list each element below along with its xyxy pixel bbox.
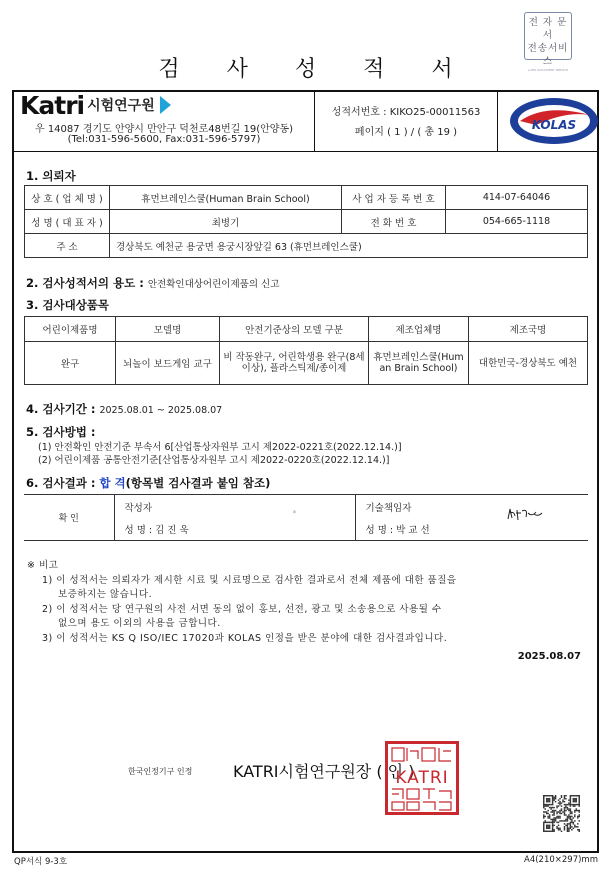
manufacturer: 휴먼브레인스쿨(Human Brain School) (369, 342, 469, 385)
official-seal (385, 741, 459, 815)
test-method-item: (2) 어린이제품 공통안전기준[산업통상자원부 고시 제2022-0220호(2022.12.14.)] (38, 455, 390, 466)
author-name: 성 명 : 김 진 욱 (124, 524, 189, 536)
remark-item: 3) 이 성적서는 KS Q ISO/IEC 17020과 KOLAS 인정을 받은 분야에 대한 검사결과입니다. (42, 633, 448, 644)
certificate-number: 성적서번호 : KIKO25-00011563 (331, 107, 481, 118)
report-purpose: 안전확인대상어린이제품의 신고 (147, 279, 280, 290)
header-divider (497, 90, 498, 152)
badge-line-1: 전 자 문 서 (528, 17, 568, 41)
column-header: 안전기준상의 모델 구분 (220, 317, 369, 342)
test-result: 합 격 (99, 476, 126, 490)
page-number: 페이지 ( 1 ) / ( 총 19 ) (354, 127, 458, 138)
company-name: 휴먼브레인스쿨(Human Brain School) (110, 186, 342, 210)
requester-address: 경상북도 예천군 용궁면 용궁시장앞길 63 (휴먼브레인스쿨) (110, 234, 588, 258)
tech-manager-name: 성 명 : 박 교 선 (365, 524, 430, 536)
lab-contact: (Tel:031-596-5600, Fax:031-596-5797) (67, 134, 261, 145)
remark-item: 보증하지는 않습니다. (58, 589, 153, 600)
section-4 (26, 401, 222, 417)
phone-number: 054-665-1118 (446, 210, 588, 234)
test-period: 2025.08.01 ~ 2025.08.07 (99, 405, 223, 416)
table-label: 성 명 ( 대 표 자 ) (25, 210, 110, 234)
table-row (24, 495, 588, 541)
author-title: 작성자 (124, 502, 153, 514)
confirm-label: 확 인 (24, 495, 114, 541)
table-label: 사 업 자 등 록 번 호 (342, 186, 446, 210)
test-method-item: (1) 안전확인 안전기준 부속서 6[산업통상자원부 고시 제2022-0221호(2022.12.14.)] (38, 442, 402, 453)
lab-address: 우 14087 경기도 안양시 만안구 덕천로48번길 19(안양동) (34, 124, 293, 135)
section-2-heading: 2. 검사성적서의 용도 : (26, 276, 144, 290)
column-header: 제조국명 (469, 317, 588, 342)
paper-size: A4(210×297)mm (524, 855, 598, 865)
requester-table (24, 185, 588, 258)
remark-item: 1) 이 성적서는 의뢰자가 제시한 시료 및 시료명으로 검사한 결과로서 전체 제품에 대한 품질을 (42, 575, 457, 586)
model-category: 비 작동완구, 어린학생용 완구(8세 이상), 플라스틱제/종이제 (220, 342, 369, 385)
section-2 (26, 275, 279, 291)
remarks-heading: ※ 비고 (27, 560, 59, 571)
logo-subtitle: 시험연구원 (87, 98, 155, 114)
section-3-heading: 3. 검사대상품목 (26, 298, 110, 312)
header-divider (314, 90, 315, 152)
chevron-right-icon (160, 96, 171, 114)
remark-item: 2) 이 성적서는 당 연구원의 사전 서면 동의 없이 홍보, 선전, 광고 및 소송용으로 사용될 수 (42, 604, 442, 615)
seal-text: KATRI (395, 768, 449, 788)
signature-image (506, 505, 544, 523)
country-of-manufacture: 대한민국-경상북도 예천 (469, 342, 588, 385)
section-1-heading: 1. 의뢰자 (26, 169, 76, 183)
table-label: 상 호 ( 업 체 명 ) (25, 186, 110, 210)
section-5-heading: 5. 검사방법 : (26, 425, 96, 439)
product-name: 완구 (25, 342, 116, 385)
qr-code (543, 795, 580, 832)
section-4-heading: 4. 검사기간 : (26, 402, 96, 416)
table-row (25, 342, 588, 385)
issue-date: 2025.08.07 (517, 651, 581, 662)
katri-logo (20, 92, 171, 118)
author-mark: * (292, 509, 297, 518)
badge-line-3: e-PPS DOCUMENT SERVICE (527, 68, 569, 72)
product-table (24, 316, 588, 385)
model-name: 뇌놀이 보드게임 교구 (116, 342, 220, 385)
technical-manager-cell (355, 495, 588, 541)
table-row (25, 234, 588, 258)
accreditation-note: 한국인정기구 인정 (128, 767, 193, 776)
table-label: 주 소 (25, 234, 110, 258)
form-number: QP서식 9-3호 (14, 857, 68, 867)
test-result-note: (항목별 검사결과 붙임 참조) (125, 476, 271, 490)
table-row (25, 210, 588, 234)
column-header: 제조업체명 (369, 317, 469, 342)
representative-name: 최병기 (110, 210, 342, 234)
kolas-logo-text: KOLAS (531, 118, 577, 132)
remark-item: 없으며 용도 이외의 사용을 금합니다. (58, 618, 221, 629)
badge-line-2: 전송서비스 (527, 43, 569, 67)
kolas-logo (506, 95, 602, 147)
table-header-row (25, 317, 588, 342)
column-header: 모델명 (116, 317, 220, 342)
business-number: 414-07-64046 (446, 186, 588, 210)
section-6-heading: 6. 검사결과 : (26, 476, 96, 490)
table-label: 전 화 번 호 (342, 210, 446, 234)
confirmation-table (24, 494, 588, 541)
document-title: 검 사 성 적 서 (158, 57, 473, 82)
tech-manager-title: 기술책임자 (365, 502, 412, 514)
logo-word: Katri (20, 90, 85, 120)
table-row (25, 186, 588, 210)
author-cell (114, 495, 355, 541)
issuer-name: KATRI시험연구원장 ( 인 ) (233, 762, 415, 781)
column-header: 어린이제품명 (25, 317, 116, 342)
section-6 (26, 475, 270, 491)
